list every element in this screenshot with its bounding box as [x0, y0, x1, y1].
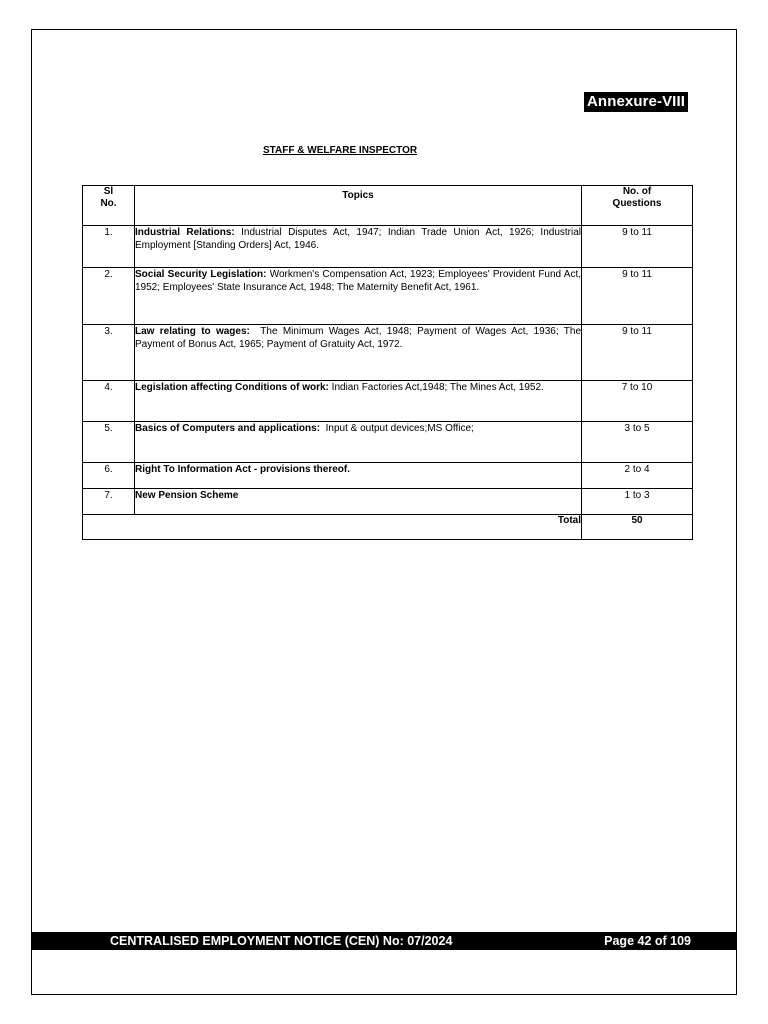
topic-details: Input & output devices;MS Office; [320, 423, 474, 434]
table-body [83, 226, 693, 515]
row-topic [135, 422, 582, 463]
topic-details: The Minimum Wages Act, 1948; Payment of Wages Act, 1936; The Payment of Bonus Act, 1965; Payment of Gratuity Act, 1972. [135, 326, 584, 350]
row-number: 6. [83, 463, 135, 489]
total-value: 50 [582, 515, 693, 540]
topic-details: Workmen's Compensation Act, 1923; Employees' Provident Fund Act, 1952; Employees' State Insurance Act, 1948; The Maternity Benefit Act, 1961. [135, 269, 584, 293]
row-questions: 9 to 11 [582, 268, 693, 325]
topic-heading: Social Security Legislation: [135, 269, 267, 280]
table-row [83, 489, 693, 515]
header-questions: No. of Questions [582, 186, 693, 226]
table-row [83, 268, 693, 325]
row-topic [135, 226, 582, 268]
row-topic [135, 489, 582, 515]
row-questions: 9 to 11 [582, 226, 693, 268]
topic-heading: Right To Information Act - provisions thereof. [135, 464, 350, 475]
topic-heading: Law relating to wages: [135, 326, 250, 337]
topic-details: Indian Factories Act,1948; The Mines Act, 1952. [328, 382, 544, 393]
footer-bar [31, 932, 737, 950]
row-questions: 7 to 10 [582, 381, 693, 422]
row-questions: 1 to 3 [582, 489, 693, 515]
row-questions: 3 to 5 [582, 422, 693, 463]
table-row [83, 226, 693, 268]
topic-heading: Legislation affecting Conditions of work: [135, 382, 329, 393]
topic-heading: New Pension Scheme [135, 490, 239, 501]
topic-details: Industrial Disputes Act, 1947; Indian Trade Union Act, 1926; Industrial Employment [Standing Orders] Act, 1946. [135, 227, 584, 251]
footer-notice: CENTRALISED EMPLOYMENT NOTICE (CEN) No: 07/2024 [110, 934, 453, 948]
document-title: STAFF & WELFARE INSPECTOR [263, 145, 418, 156]
table-header-row [83, 186, 693, 226]
row-topic [135, 381, 582, 422]
header-topics: Topics [135, 186, 582, 226]
row-topic [135, 325, 582, 381]
footer-page-number: Page 42 of 109 [604, 934, 691, 948]
row-number: 7. [83, 489, 135, 515]
syllabus-table [82, 185, 693, 540]
row-number: 3. [83, 325, 135, 381]
table-row [83, 463, 693, 489]
row-number: 1. [83, 226, 135, 268]
total-label: Total [83, 515, 582, 540]
row-topic [135, 268, 582, 325]
table-row [83, 325, 693, 381]
topic-heading: Industrial Relations: [135, 227, 235, 238]
row-number: 2. [83, 268, 135, 325]
annexure-label: Annexure-VIII [584, 92, 688, 112]
row-questions: 9 to 11 [582, 325, 693, 381]
total-row [83, 515, 693, 540]
row-questions: 2 to 4 [582, 463, 693, 489]
header-sl-no: Sl No. [83, 186, 135, 226]
row-topic [135, 463, 582, 489]
row-number: 4. [83, 381, 135, 422]
table-row [83, 381, 693, 422]
table-row [83, 422, 693, 463]
row-number: 5. [83, 422, 135, 463]
topic-heading: Basics of Computers and applications: [135, 423, 321, 434]
